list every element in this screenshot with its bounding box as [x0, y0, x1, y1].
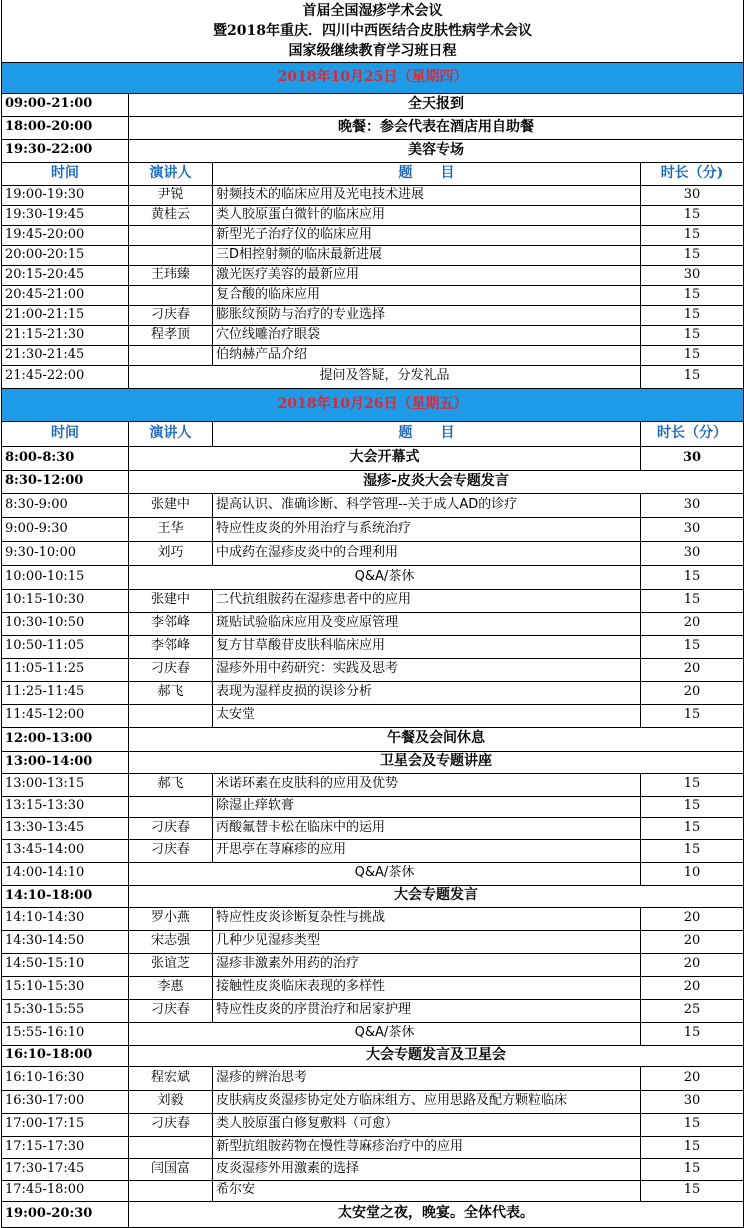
title-line-1-row — [2, 0, 744, 21]
header-time: 时间 — [2, 421, 129, 446]
session-speaker: 刁庆春 — [129, 305, 213, 325]
session-time: 10:50-11:05 — [2, 635, 129, 658]
session-topic: 复合酸的临床应用 — [213, 285, 641, 305]
session-duration: 20 — [641, 681, 744, 704]
session-topic: 类人胶原蛋白微针的临床应用 — [213, 205, 641, 225]
event-title: 提问及答疑，分发礼品 — [129, 365, 641, 388]
session-topic: 激光医疗美容的最新应用 — [213, 265, 641, 285]
section-title: 大会专题发言及卫星会 — [129, 1045, 744, 1066]
session-duration: 15 — [641, 305, 744, 325]
event-duration: 30 — [641, 446, 744, 470]
session-topic: 希尔安 — [213, 1180, 641, 1201]
session-time: 19:45-20:00 — [2, 225, 129, 245]
event-row — [2, 93, 744, 116]
session-row — [2, 265, 744, 285]
session-row — [2, 305, 744, 325]
session-speaker — [129, 245, 213, 265]
session-time: 9:30-10:00 — [2, 541, 129, 565]
session-row — [2, 493, 744, 517]
title-line-2-row — [2, 21, 744, 41]
session-topic: 太安堂 — [213, 704, 641, 727]
session-topic: 湿疹非激素外用药的治疗 — [213, 953, 641, 976]
session-duration: 30 — [641, 185, 744, 205]
event-time: 8:00-8:30 — [2, 446, 129, 470]
event-title: 大会开幕式 — [129, 446, 641, 470]
section-title: 太安堂之夜，晚宴。全体代表。 — [129, 1201, 744, 1227]
session-speaker — [129, 1136, 213, 1158]
section-time: 19:00-20:30 — [2, 1201, 129, 1227]
session-speaker — [129, 1180, 213, 1201]
session-speaker: 李邻峰 — [129, 612, 213, 635]
session-time: 13:30-13:45 — [2, 817, 129, 839]
session-speaker: 王玮臻 — [129, 265, 213, 285]
header-topic: 题 目 — [213, 421, 641, 446]
section-time: 13:00-14:00 — [2, 751, 129, 773]
session-time: 13:15-13:30 — [2, 796, 129, 817]
session-row — [2, 930, 744, 953]
session-time: 16:30-17:00 — [2, 1090, 129, 1113]
header-topic: 题 目 — [213, 162, 641, 185]
session-row — [2, 541, 744, 565]
session-time: 17:45-18:00 — [2, 1180, 129, 1201]
session-duration: 15 — [641, 325, 744, 345]
session-duration: 20 — [641, 907, 744, 930]
session-row — [2, 976, 744, 999]
session-row — [2, 1180, 744, 1201]
session-time: 15:10-15:30 — [2, 976, 129, 999]
session-time: 14:30-14:50 — [2, 930, 129, 953]
session-duration: 15 — [641, 225, 744, 245]
session-time: 21:00-21:15 — [2, 305, 129, 325]
session-duration: 15 — [641, 589, 744, 612]
session-topic: 膨胀纹预防与治疗的专业选择 — [213, 305, 641, 325]
session-row — [2, 205, 744, 225]
session-duration: 15 — [641, 1113, 744, 1136]
section-title: 大会专题发言 — [129, 885, 744, 907]
session-time: 10:15-10:30 — [2, 589, 129, 612]
session-row — [2, 907, 744, 930]
section-row — [2, 751, 744, 773]
session-row — [2, 839, 744, 862]
session-speaker — [129, 225, 213, 245]
session-row — [2, 225, 744, 245]
section-row — [2, 470, 744, 493]
session-topic: 皮肤病皮炎湿疹协定处方临床组方、应用思路及配方颗粒临床 — [213, 1090, 641, 1113]
session-row — [2, 325, 744, 345]
session-row — [2, 796, 744, 817]
header-speaker: 演讲人 — [129, 421, 213, 446]
section-title: 午餐及会间休息 — [129, 727, 744, 751]
session-topic: 新型光子治疗仪的临床应用 — [213, 225, 641, 245]
session-time: 11:05-11:25 — [2, 658, 129, 681]
title-line-3: 国家级继续教育学习班日程 — [2, 41, 744, 62]
session-time: 21:15-21:30 — [2, 325, 129, 345]
session-duration: 15 — [641, 1136, 744, 1158]
session-speaker: 刁庆春 — [129, 658, 213, 681]
session-time: 9:00-9:30 — [2, 517, 129, 541]
session-duration: 30 — [641, 1090, 744, 1113]
session-speaker — [129, 796, 213, 817]
session-topic: 中成药在湿疹皮炎中的合理利用 — [213, 541, 641, 565]
session-speaker: 刁庆春 — [129, 817, 213, 839]
event-time: 18:00-20:00 — [2, 116, 129, 139]
session-duration: 15 — [641, 1180, 744, 1201]
session-duration: 20 — [641, 976, 744, 999]
event-title: 全天报到 — [129, 93, 744, 116]
section-title: 卫星会及专题讲座 — [129, 751, 744, 773]
header-time: 时间 — [2, 162, 129, 185]
session-time: 14:10-14:30 — [2, 907, 129, 930]
event-title: 美容专场 — [129, 139, 744, 162]
session-speaker: 张谊芝 — [129, 953, 213, 976]
session-time: 17:15-17:30 — [2, 1136, 129, 1158]
session-row — [2, 1158, 744, 1180]
header-duration: 时长（分) — [641, 162, 744, 185]
session-speaker — [129, 345, 213, 365]
session-row — [2, 953, 744, 976]
session-topic: 丙酸氟替卡松在临床中的运用 — [213, 817, 641, 839]
session-topic: 湿疹外用中药研究：实践及思考 — [213, 658, 641, 681]
session-time: 20:45-21:00 — [2, 285, 129, 305]
header-duration: 时长（分） — [641, 421, 744, 446]
session-speaker: 程宏斌 — [129, 1066, 213, 1090]
break-duration: 15 — [641, 565, 744, 589]
session-speaker: 李邻峰 — [129, 635, 213, 658]
session-duration: 20 — [641, 930, 744, 953]
title-line-3-row — [2, 41, 744, 62]
session-row — [2, 245, 744, 265]
header-speaker: 演讲人 — [129, 162, 213, 185]
session-time: 13:00-13:15 — [2, 773, 129, 796]
session-row — [2, 285, 744, 305]
session-time: 15:30-15:55 — [2, 999, 129, 1022]
session-speaker: 尹锐 — [129, 185, 213, 205]
break-title: Q&A/茶休 — [129, 1022, 641, 1045]
session-duration: 20 — [641, 658, 744, 681]
title-line-1: 首届全国湿疹学术会议 — [2, 0, 744, 21]
break-time: 15:55-16:10 — [2, 1022, 129, 1045]
break-title: Q&A/茶休 — [129, 862, 641, 885]
session-topic: 特应性皮炎的序贯治疗和居家护理 — [213, 999, 641, 1022]
session-duration: 30 — [641, 265, 744, 285]
session-duration: 15 — [641, 635, 744, 658]
section-time: 8:30-12:00 — [2, 470, 129, 493]
session-row — [2, 635, 744, 658]
session-duration: 15 — [641, 817, 744, 839]
session-topic: 除湿止痒软膏 — [213, 796, 641, 817]
session-time: 11:25-11:45 — [2, 681, 129, 704]
session-row — [2, 517, 744, 541]
session-duration: 30 — [641, 493, 744, 517]
session-speaker: 王华 — [129, 517, 213, 541]
session-topic: 开思亭在荨麻疹的应用 — [213, 839, 641, 862]
session-topic: 提高认识、准确诊断、科学管理--关于成人AD的诊疗 — [213, 493, 641, 517]
session-topic: 射频技术的临床应用及光电技术进展 — [213, 185, 641, 205]
event-time: 21:45-22:00 — [2, 365, 129, 388]
break-duration: 15 — [641, 1022, 744, 1045]
session-duration: 25 — [641, 999, 744, 1022]
session-row — [2, 185, 744, 205]
session-time: 11:45-12:00 — [2, 704, 129, 727]
session-time: 21:30-21:45 — [2, 345, 129, 365]
session-topic: 类人胶原蛋白修复敷料（可愈） — [213, 1113, 641, 1136]
session-duration: 15 — [641, 796, 744, 817]
session-duration: 15 — [641, 205, 744, 225]
session-duration: 15 — [641, 1158, 744, 1180]
section-time: 16:10-18:00 — [2, 1045, 129, 1066]
session-speaker: 宋志强 — [129, 930, 213, 953]
session-row — [2, 658, 744, 681]
session-duration: 15 — [641, 285, 744, 305]
section-row — [2, 885, 744, 907]
session-time: 10:30-10:50 — [2, 612, 129, 635]
session-time: 13:45-14:00 — [2, 839, 129, 862]
session-topic: 湿疹的辨治思考 — [213, 1066, 641, 1090]
event-row — [2, 116, 744, 139]
session-duration: 15 — [641, 773, 744, 796]
session-row — [2, 612, 744, 635]
event-time: 19:30-22:00 — [2, 139, 129, 162]
break-row — [2, 862, 744, 885]
break-row — [2, 1022, 744, 1045]
day-date-bar — [2, 62, 744, 93]
session-duration: 15 — [641, 704, 744, 727]
event-title: 晚餐：参会代表在酒店用自助餐 — [129, 116, 744, 139]
session-topic: 接触性皮炎临床表现的多样性 — [213, 976, 641, 999]
session-time: 19:30-19:45 — [2, 205, 129, 225]
session-time: 17:00-17:15 — [2, 1113, 129, 1136]
section-row — [2, 727, 744, 751]
session-topic: 新型抗组胺药物在慢性荨麻疹治疗中的应用 — [213, 1136, 641, 1158]
break-row — [2, 565, 744, 589]
session-time: 8:30-9:00 — [2, 493, 129, 517]
event-time: 09:00-21:00 — [2, 93, 129, 116]
session-topic: 复方甘草酸苷皮肤科临床应用 — [213, 635, 641, 658]
session-speaker: 刁庆春 — [129, 839, 213, 862]
session-time: 20:15-20:45 — [2, 265, 129, 285]
session-duration: 20 — [641, 1066, 744, 1090]
session-duration: 30 — [641, 541, 744, 565]
session-speaker: 张建中 — [129, 493, 213, 517]
session-duration: 30 — [641, 517, 744, 541]
section-time: 14:10-18:00 — [2, 885, 129, 907]
session-time: 17:30-17:45 — [2, 1158, 129, 1180]
day-date-bar — [2, 388, 744, 421]
session-time: 16:10-16:30 — [2, 1066, 129, 1090]
session-speaker — [129, 704, 213, 727]
column-header-row — [2, 421, 744, 446]
session-row — [2, 999, 744, 1022]
section-row — [2, 1201, 744, 1227]
event-row — [2, 446, 744, 470]
session-topic: 几种少见湿疹类型 — [213, 930, 641, 953]
session-speaker: 黄桂云 — [129, 205, 213, 225]
session-topic: 伯纳赫产品介绍 — [213, 345, 641, 365]
session-topic: 三D相控射频的临床最新进展 — [213, 245, 641, 265]
session-speaker: 刘毅 — [129, 1090, 213, 1113]
session-topic: 斑贴试验临床应用及变应原管理 — [213, 612, 641, 635]
section-time: 12:00-13:00 — [2, 727, 129, 751]
schedule-table — [1, 0, 744, 1228]
session-row — [2, 589, 744, 612]
session-row — [2, 1066, 744, 1090]
session-duration: 20 — [641, 612, 744, 635]
session-topic: 表现为湿样皮损的误诊分析 — [213, 681, 641, 704]
session-speaker: 郝飞 — [129, 681, 213, 704]
session-duration: 15 — [641, 345, 744, 365]
session-row — [2, 704, 744, 727]
session-time: 20:00-20:15 — [2, 245, 129, 265]
session-duration: 20 — [641, 953, 744, 976]
break-time: 14:00-14:10 — [2, 862, 129, 885]
day-date: 2018年10月26日（星期五） — [2, 388, 744, 421]
session-speaker: 李惠 — [129, 976, 213, 999]
session-row — [2, 817, 744, 839]
break-time: 10:00-10:15 — [2, 565, 129, 589]
break-duration: 10 — [641, 862, 744, 885]
session-speaker — [129, 285, 213, 305]
session-row — [2, 1136, 744, 1158]
session-speaker: 刘巧 — [129, 541, 213, 565]
session-speaker: 刁庆春 — [129, 999, 213, 1022]
break-title: Q&A/茶休 — [129, 565, 641, 589]
day-date: 2018年10月25日（星期四） — [2, 62, 744, 93]
session-speaker: 罗小燕 — [129, 907, 213, 930]
event-row — [2, 139, 744, 162]
session-speaker: 张建中 — [129, 589, 213, 612]
session-topic: 二代抗组胺药在湿疹患者中的应用 — [213, 589, 641, 612]
session-row — [2, 1090, 744, 1113]
session-topic: 米诺环素在皮肤科的应用及优势 — [213, 773, 641, 796]
event-row — [2, 365, 744, 388]
section-title: 湿疹-皮炎大会专题发言 — [129, 470, 744, 493]
session-row — [2, 1113, 744, 1136]
column-header-row — [2, 162, 744, 185]
session-row — [2, 773, 744, 796]
session-topic: 特应性皮炎诊断复杂性与挑战 — [213, 907, 641, 930]
session-time: 14:50-15:10 — [2, 953, 129, 976]
session-duration: 15 — [641, 839, 744, 862]
session-row — [2, 345, 744, 365]
session-time: 19:00-19:30 — [2, 185, 129, 205]
session-speaker: 刁庆春 — [129, 1113, 213, 1136]
event-duration: 15 — [641, 365, 744, 388]
session-speaker: 闫国富 — [129, 1158, 213, 1180]
session-speaker: 郝飞 — [129, 773, 213, 796]
session-speaker: 程孝顶 — [129, 325, 213, 345]
session-topic: 特应性皮炎的外用治疗与系统治疗 — [213, 517, 641, 541]
title-line-2: 暨2018年重庆．四川中西医结合皮肤性病学术会议 — [2, 21, 744, 41]
section-row — [2, 1045, 744, 1066]
session-topic: 皮炎湿疹外用激素的选择 — [213, 1158, 641, 1180]
session-row — [2, 681, 744, 704]
session-topic: 穴位线雕治疗眼袋 — [213, 325, 641, 345]
session-duration: 15 — [641, 245, 744, 265]
